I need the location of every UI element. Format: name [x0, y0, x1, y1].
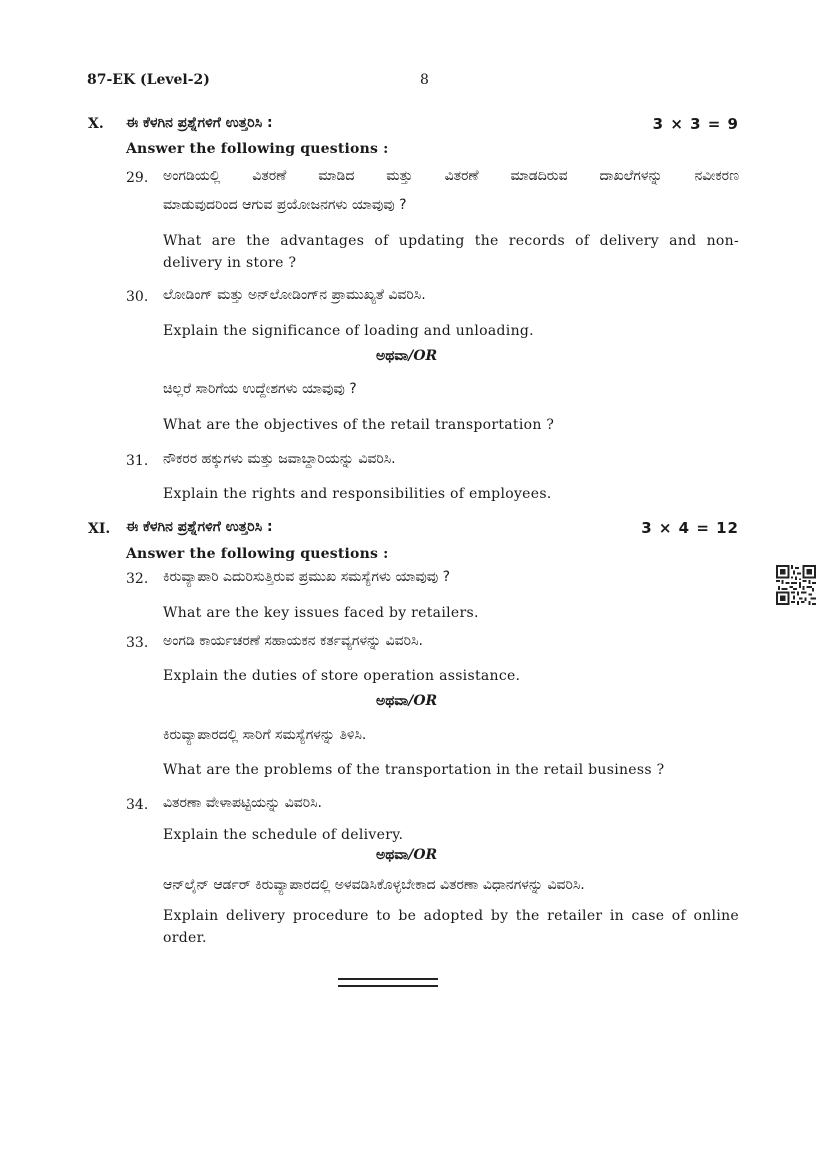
- qr-code-icon: [776, 565, 816, 605]
- question-kannada: ನೌಕರರ ಹಕ್ಕುಗಳು ಮತ್ತು ಜವಾಬ್ದಾರಿಯನ್ನು ವಿವರಿಸಿ.: [163, 451, 396, 467]
- question-number: 33.: [126, 635, 149, 651]
- question-number: 30.: [126, 289, 149, 305]
- or-divider: ಅಥವಾ/OR: [376, 847, 438, 863]
- section-number: XI.: [88, 521, 111, 537]
- question-kannada: ಅಂಗಡಿಯಲ್ಲಿ ವಿತರಣೆ ಮಾಡಿದ ಮತ್ತು ವಿತರಣೆ ಮಾಡದಿರುವ ದಾಖಲೆಗಳನ್ನು ನವೀಕರಣ: [163, 168, 739, 184]
- alternate-question-english: Explain delivery procedure to be adopted by the retailer in case of online: [163, 908, 739, 924]
- or-divider: ಅಥವಾ/OR: [376, 348, 438, 364]
- section-title-english: Answer the following questions :: [126, 141, 389, 157]
- question-kannada: ಮಾಡುವುದರಿಂದ ಆಗುವ ಪ್ರಯೋಜನಗಳು ಯಾವುವು ?: [163, 197, 407, 213]
- alternate-question-english: order.: [163, 930, 207, 946]
- section-number: X.: [88, 116, 104, 132]
- alternate-question-kannada: ಆನ್‌ಲೈನ್ ಆರ್ಡರ್ ಕಿರುವ್ಯಾಪಾರದಲ್ಲಿ ಅಳವಡಿಸಿಕೊಳ್ಳಬೇಕಾದ ವಿತರಣಾ ವಿಧಾನಗಳನ್ನು ವಿವರಿಸಿ.: [163, 877, 585, 893]
- or-divider: ಅಥವಾ/OR: [376, 693, 438, 709]
- question-english: delivery in store ?: [163, 255, 297, 271]
- question-english: Explain the schedule of delivery.: [163, 827, 404, 843]
- alternate-question-english: What are the objectives of the retail transportation ?: [163, 417, 555, 433]
- section-title-kannada: ಈ ಕೆಳಗಿನ ಪ್ರಶ್ನೆಗಳಿಗೆ ಉತ್ತರಿಸಿ :: [126, 519, 273, 535]
- section-title-kannada: ಈ ಕೆಳಗಿನ ಪ್ರಶ್ನೆಗಳಿಗೆ ಉತ್ತರಿಸಿ :: [126, 115, 273, 131]
- question-kannada: ವಿತರಣಾ ವೇಳಾಪಟ್ಟಿಯನ್ನು ವಿವರಿಸಿ.: [163, 795, 322, 811]
- page-number: 8: [420, 72, 430, 88]
- section-marks: 3 × 3 = 9: [652, 115, 739, 133]
- question-number: 32.: [126, 571, 149, 587]
- section-marks: 3 × 4 = 12: [641, 519, 739, 537]
- question-kannada: ಲೋಡಿಂಗ್ ಮತ್ತು ಅನ್‌ಲೋಡಿಂಗ್‌ನ ಪ್ರಾಮುಖ್ಯತೆ ವಿವರಿಸಿ.: [163, 287, 426, 303]
- question-english: Explain the rights and responsibilities of employees.: [163, 486, 552, 502]
- question-number: 34.: [126, 797, 149, 813]
- exam-code: 87-EK (Level-2): [87, 72, 210, 88]
- question-number: 29.: [126, 170, 149, 186]
- question-number: 31.: [126, 453, 149, 469]
- question-kannada: ಅಂಗಡಿ ಕಾರ್ಯಚರಣೆ ಸಹಾಯಕನ ಕರ್ತವ್ಯಗಳನ್ನು ವಿವರಿಸಿ.: [163, 633, 423, 649]
- alternate-question-kannada: ಚಿಲ್ಲರೆ ಸಾರಿಗೆಯ ಉದ್ದೇಶಗಳು ಯಾವುವು ?: [163, 381, 357, 397]
- question-english: What are the advantages of updating the records of delivery and non-: [163, 233, 739, 249]
- alternate-question-english: What are the problems of the transportation in the retail business ?: [163, 762, 665, 778]
- question-english: Explain the significance of loading and unloading.: [163, 323, 534, 339]
- question-english: Explain the duties of store operation assistance.: [163, 668, 521, 684]
- question-english: What are the key issues faced by retailers.: [163, 605, 479, 621]
- question-kannada: ಕಿರುವ್ಯಾಪಾರಿ ಎದುರಿಸುತ್ತಿರುವ ಪ್ರಮುಖ ಸಮಸ್ಯೆಗಳು ಯಾವುವು ?: [163, 569, 451, 585]
- end-of-paper-rule: [338, 978, 438, 987]
- alternate-question-kannada: ಕಿರುವ್ಯಾಪಾರದಲ್ಲಿ ಸಾರಿಗೆ ಸಮಸ್ಯೆಗಳನ್ನು ತಿಳಿಸಿ.: [163, 727, 367, 743]
- section-title-english: Answer the following questions :: [126, 546, 389, 562]
